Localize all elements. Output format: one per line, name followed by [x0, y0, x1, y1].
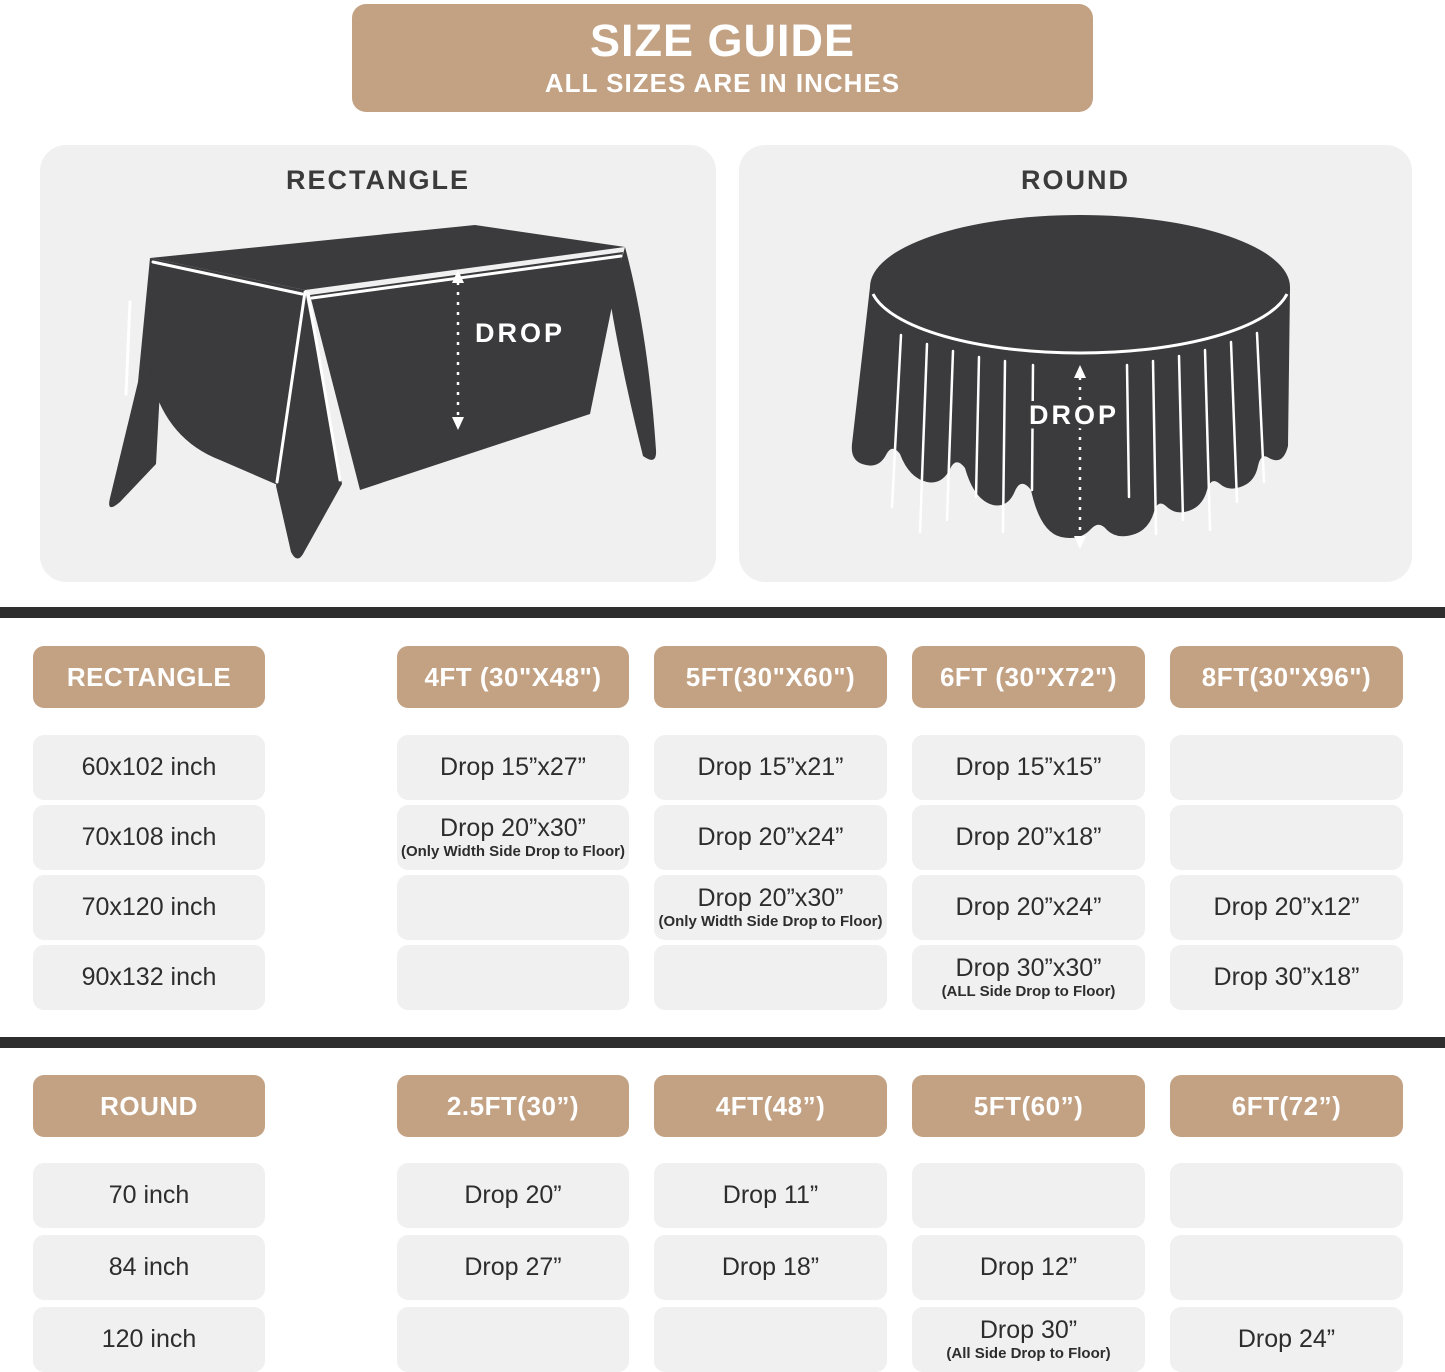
round-table-title-chip: ROUND	[33, 1075, 265, 1137]
cell-note: (Only Width Side Drop to Floor)	[400, 843, 625, 861]
table-cell	[654, 1163, 887, 1228]
table-cell	[1170, 1163, 1403, 1228]
column-header-5ft-round: 5FT(60”)	[912, 1075, 1145, 1137]
rectangle-diagram-panel	[40, 145, 716, 582]
table-cell	[912, 945, 1145, 1010]
table-cell	[654, 875, 887, 940]
cell-value: Drop 12”	[979, 1253, 1078, 1282]
cell-note: (Only Width Side Drop to Floor)	[658, 913, 883, 931]
row-label	[33, 945, 265, 1010]
table-cell	[654, 945, 887, 1010]
rectangle-cloth-shape	[109, 225, 656, 559]
table-row-70x120	[0, 875, 1445, 940]
row-label-text: 70x108 inch	[81, 823, 217, 852]
section-divider-bottom	[0, 1037, 1445, 1048]
cell-value: Drop 30”	[979, 1316, 1078, 1345]
cell-value: Drop 15”x15”	[955, 753, 1102, 782]
table-cell	[912, 805, 1145, 870]
row-label-text: 84 inch	[108, 1253, 190, 1282]
column-header-4ft-round: 4FT(48”)	[654, 1075, 887, 1137]
row-label	[33, 1235, 265, 1300]
cell-value: Drop 30”x18”	[1213, 963, 1360, 992]
column-header-6ft: 6FT (30"X72")	[912, 646, 1145, 708]
table-cell	[397, 735, 629, 800]
round-diagram-panel	[739, 145, 1412, 582]
round-table-header-row	[0, 1075, 1445, 1137]
table-cell	[397, 945, 629, 1010]
cell-note: (ALL Side Drop to Floor)	[941, 983, 1116, 1001]
cell-value: Drop 18”	[721, 1253, 820, 1282]
column-header-8ft: 8FT(30"X96")	[1170, 646, 1403, 708]
table-row-90x132	[0, 945, 1445, 1010]
table-cell	[1170, 945, 1403, 1010]
cell-value: Drop 20”x24”	[697, 823, 844, 852]
table-cell	[912, 1307, 1145, 1372]
column-header-4ft: 4FT (30"X48")	[397, 646, 629, 708]
page-subtitle: ALL SIZES ARE IN INCHES	[544, 68, 901, 99]
row-label-text: 70 inch	[108, 1181, 190, 1210]
table-cell	[654, 735, 887, 800]
table-cell	[397, 875, 629, 940]
cell-value: Drop 30”x30”	[955, 954, 1102, 983]
page-title: SIZE GUIDE	[589, 14, 856, 66]
table-cell	[1170, 805, 1403, 870]
cell-value: Drop 20”x24”	[955, 893, 1102, 922]
row-label-text: 70x120 inch	[81, 893, 217, 922]
table-cell	[1170, 735, 1403, 800]
cell-value: Drop 20”x12”	[1213, 893, 1360, 922]
row-label-text: 120 inch	[101, 1325, 197, 1354]
row-label-text: 60x102 inch	[81, 753, 217, 782]
section-divider-top	[0, 607, 1445, 618]
size-guide-banner	[352, 4, 1093, 112]
cell-value: Drop 20”x30”	[440, 814, 586, 843]
cell-note: (All Side Drop to Floor)	[946, 1345, 1111, 1363]
row-label	[33, 805, 265, 870]
row-label	[33, 1163, 265, 1228]
rectangle-drop-label: DROP	[474, 318, 566, 348]
table-cell	[1170, 1235, 1403, 1300]
round-cloth-shape	[852, 215, 1290, 538]
column-header-6ft-round: 6FT(72”)	[1170, 1075, 1403, 1137]
column-header-5ft: 5FT(30"X60")	[654, 646, 887, 708]
row-label	[33, 1307, 265, 1372]
cell-value: Drop 20”x30”	[697, 884, 844, 913]
cell-value: Drop 15”x21”	[697, 753, 844, 782]
table-row-84inch	[0, 1235, 1445, 1300]
table-cell	[397, 1235, 629, 1300]
table-cell	[912, 875, 1145, 940]
rectangle-table-title-chip: RECTANGLE	[33, 646, 265, 708]
table-cell	[1170, 1307, 1403, 1372]
table-cell	[654, 805, 887, 870]
cell-value: Drop 15”x27”	[440, 753, 586, 782]
row-label	[33, 875, 265, 940]
cell-value: Drop 20”	[464, 1181, 562, 1210]
row-label-text: 90x132 inch	[81, 963, 217, 992]
table-cell	[397, 1163, 629, 1228]
table-cell	[1170, 875, 1403, 940]
table-cell	[397, 1307, 629, 1372]
table-cell	[654, 1307, 887, 1372]
round-drop-label: DROP	[1028, 400, 1120, 430]
rectangle-panel-title: RECTANGLE	[286, 165, 470, 195]
cell-value: Drop 11”	[722, 1181, 819, 1210]
round-tablecloth-illustration	[739, 202, 1412, 582]
table-cell	[912, 735, 1145, 800]
cell-value: Drop 24”	[1237, 1325, 1336, 1354]
cell-value: Drop 27”	[464, 1253, 562, 1282]
cell-value: Drop 20”x18”	[955, 823, 1102, 852]
table-cell	[912, 1163, 1145, 1228]
rectangle-table-header-row	[0, 646, 1445, 708]
table-cell	[654, 1235, 887, 1300]
table-row-70inch	[0, 1163, 1445, 1228]
rectangle-tablecloth-illustration	[40, 202, 716, 582]
table-cell	[397, 805, 629, 870]
table-row-70x108	[0, 805, 1445, 870]
table-row-60x102	[0, 735, 1445, 800]
table-row-120inch	[0, 1307, 1445, 1372]
table-cell	[912, 1235, 1145, 1300]
row-label	[33, 735, 265, 800]
column-header-2-5ft: 2.5FT(30”)	[397, 1075, 629, 1137]
round-panel-title: ROUND	[1021, 165, 1130, 195]
